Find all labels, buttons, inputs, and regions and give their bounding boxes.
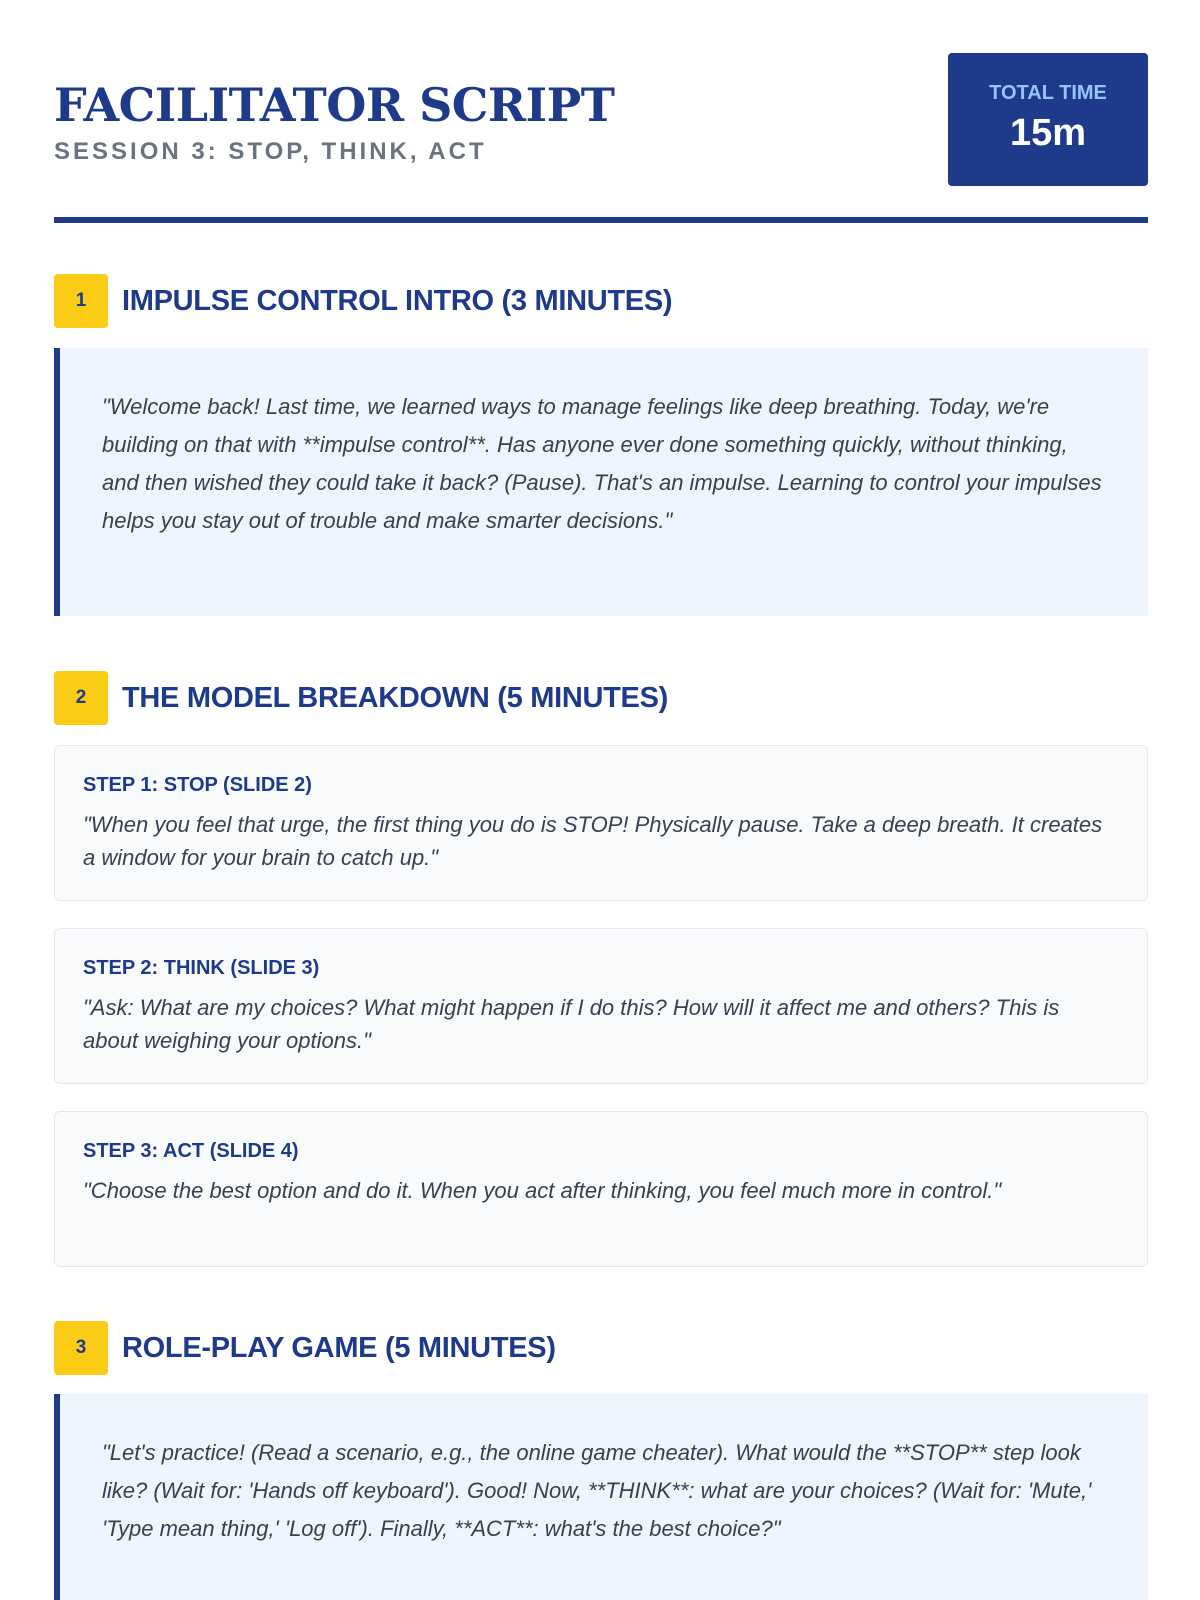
total-time-value: 15m: [1009, 112, 1087, 154]
section-title: ROLE-PLAY GAME (5 MINUTES): [122, 1332, 556, 1364]
session-subtitle: SESSION 3: STOP, THINK, ACT: [54, 138, 487, 165]
page-title: FACILITATOR SCRIPT: [54, 78, 615, 132]
section-title: IMPULSE CONTROL INTRO (3 MINUTES): [122, 285, 673, 317]
step-title: STEP 1: STOP (SLIDE 2): [83, 774, 312, 796]
section-3-script: "Let's practice! (Read a scenario, e.g., the online game cheater). What would the **STOP** step look like? (Wait for: 'Hands off keyboard'). Good! Now, **THINK**: what are your choices? (Wait for: 'Mute,' 'Type mean thing,' 'Log off'). Finally, **ACT**: what's the best choice?": [54, 1394, 1148, 1600]
step-card-think: [54, 928, 1148, 1084]
total-time-box: [948, 53, 1148, 186]
section-title: THE MODEL BREAKDOWN (5 MINUTES): [122, 682, 668, 714]
header: [54, 53, 1148, 223]
step-card-act: [54, 1111, 1148, 1267]
section-1-header: [54, 274, 1148, 328]
step-script: "When you feel that urge, the first thing you do is STOP! Physically pause. Take a deep breath. It creates a window for your brain to catch up.": [83, 812, 1103, 870]
section-number-badge: 1: [54, 274, 108, 328]
step-title: STEP 2: THINK (SLIDE 3): [83, 957, 320, 979]
section-3-header: [54, 1321, 1148, 1375]
step-title: STEP 3: ACT (SLIDE 4): [83, 1140, 299, 1162]
step-script: "Choose the best option and do it. When you act after thinking, you feel much more in control.": [83, 1178, 1002, 1203]
section-1-script: "Welcome back! Last time, we learned ways to manage feelings like deep breathing. Today, we're building on that with **impulse control**. Has anyone ever done something quickly, without thinking, and then wished they could take it back? (Pause). That's an impulse. Learning to control your impulses helps you stay out of trouble and make smarter decisions.": [54, 348, 1148, 616]
section-number-badge: 3: [54, 1321, 108, 1375]
step-card-stop: [54, 745, 1148, 901]
section-2-header: [54, 671, 1148, 725]
step-script: "Ask: What are my choices? What might happen if I do this? How will it affect me and others? This is about weighing your options.": [83, 995, 1060, 1053]
section-number-badge: 2: [54, 671, 108, 725]
total-time-label: TOTAL TIME: [989, 82, 1107, 104]
